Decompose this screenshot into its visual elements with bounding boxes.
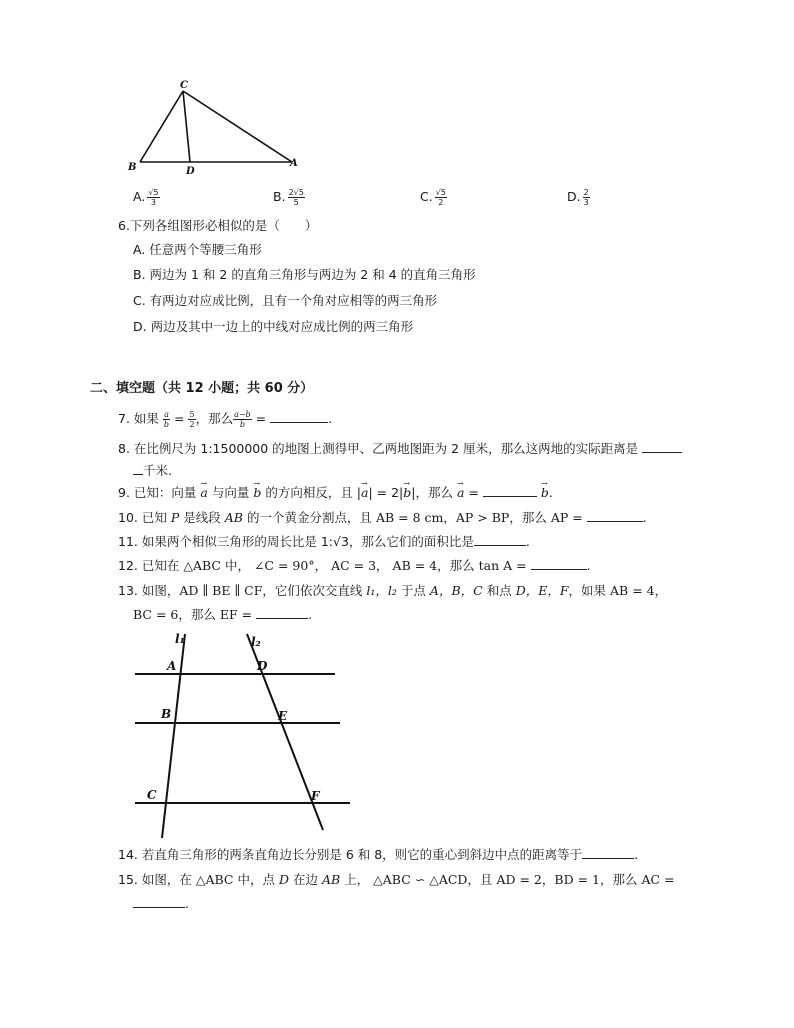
fig1-label-A: A bbox=[290, 158, 298, 169]
q10-answer-blank[interactable] bbox=[587, 509, 643, 522]
section-heading: 二、填空题（共 12 小题；共 60 分） bbox=[90, 381, 314, 396]
q6-stem: 6.下列各组图形必相似的是（ ） bbox=[118, 218, 318, 233]
q9: 9. 已知：向量 → a 与向量 → b 的方向相反，且 |→ a| = 2|→ b|，那么 → a = → b. bbox=[118, 484, 553, 502]
q5-option-c[interactable]: C. $\frac{√5}{2}$ bbox=[420, 188, 446, 207]
fig2-label-D: D bbox=[257, 659, 268, 673]
q6-option-b[interactable]: B. 两边为 1 和 2 的直角三角形与两边为 2 和 4 的直角三角形 bbox=[133, 267, 476, 282]
q6-option-d[interactable]: D. 两边及其中一边上的中线对应成比例的两三角形 bbox=[133, 319, 414, 334]
fig1-label-D: D bbox=[186, 166, 195, 177]
fig1-label-C: C bbox=[180, 80, 188, 91]
q8-answer-blank[interactable] bbox=[642, 440, 682, 453]
q15-answer-blank[interactable] bbox=[133, 895, 185, 908]
q7: 7. 如果 $\frac{a}{b}$ = $\frac{5}{2}$ ，那么 $\frac{a-b}{b}$ = . bbox=[118, 410, 333, 429]
fraction-a-over-b: $\frac{a}{b}$ bbox=[163, 410, 170, 429]
q8-line1: 8. 在比例尺为 1:1500000 的地图上测得甲、乙两地图距为 2 厘米，那么这两地的实际距离是 bbox=[118, 440, 682, 458]
q8-line2: 千米. bbox=[133, 462, 172, 480]
q14: 14. 若直角三角形的两条直角边长分别是 6 和 8，则它的重心到斜边中点的距离等于 . bbox=[118, 847, 639, 862]
q15-line2: . bbox=[133, 895, 189, 913]
q10: 10. 已知 P 是线段 AB 的一个黄金分割点，且 AB = 8 cm，AP > BP，那么 AP = . bbox=[118, 510, 647, 525]
q14-answer-blank[interactable] bbox=[582, 846, 634, 859]
fig2-label-l1: l₁ bbox=[175, 632, 185, 646]
q11-answer-blank[interactable] bbox=[474, 533, 526, 546]
q12: 12. 已知在 △ABC 中， ∠C = 90°， AC = 3， AB = 4，那么 tan A = . bbox=[118, 558, 591, 573]
fraction-amb-over-b: $\frac{a-b}{b}$ bbox=[234, 410, 251, 429]
q5-option-d[interactable]: D. $\frac{2}{3}$ bbox=[567, 188, 589, 207]
q13-line1: 13. 如图，AD ∥ BE ∥ CF，它们依次交直线 l₁，l₂ 于点 A，B，C 和点 D，E，F，如果 AB = 4， bbox=[118, 583, 668, 598]
fig1-label-B: B bbox=[128, 162, 137, 173]
fig2-label-E: E bbox=[278, 709, 288, 723]
option-fraction: $\frac{√5}{2}$ bbox=[435, 188, 446, 207]
q11: 11. 如果两个相似三角形的周长比是 1:√3，那么它们的面积比是 . bbox=[118, 534, 530, 549]
parallel-lines-figure bbox=[125, 628, 365, 843]
fig2-label-C: C bbox=[147, 788, 157, 802]
q6-option-c[interactable]: C. 有两边对应成比例，且有一个角对应相等的两三角形 bbox=[133, 293, 438, 308]
q6-option-a[interactable]: A. 任意两个等腰三角形 bbox=[133, 242, 262, 257]
q7-answer-blank[interactable] bbox=[270, 410, 328, 423]
q13-answer-blank[interactable] bbox=[256, 606, 308, 619]
option-fraction: $\frac{2√5}{5}$ bbox=[288, 188, 304, 207]
fig2-label-l2: l₂ bbox=[251, 635, 261, 649]
option-fraction: $\frac{√5}{3}$ bbox=[148, 188, 159, 207]
triangle-figure bbox=[120, 78, 310, 178]
q5-option-a[interactable]: A. $\frac{√5}{3}$ bbox=[133, 188, 159, 207]
q5-option-b[interactable]: B. $\frac{2√5}{5}$ bbox=[273, 188, 304, 207]
fig2-label-A: A bbox=[167, 659, 177, 673]
fig2-label-F: F bbox=[311, 789, 320, 803]
q9-answer-blank[interactable] bbox=[483, 484, 537, 497]
q12-answer-blank[interactable] bbox=[531, 557, 587, 570]
q13-line2: BC = 6，那么 EF = . bbox=[133, 607, 313, 622]
q15-line1: 15. 如图，在 △ABC 中，点 D 在边 AB 上， △ABC ∽ △ACD，且 AD = 2，BD = 1，那么 AC = bbox=[118, 872, 675, 887]
option-fraction: $\frac{2}{3}$ bbox=[583, 188, 589, 207]
fig2-label-B: B bbox=[161, 707, 172, 721]
fraction-5-over-2: $\frac{5}{2}$ bbox=[189, 410, 195, 429]
